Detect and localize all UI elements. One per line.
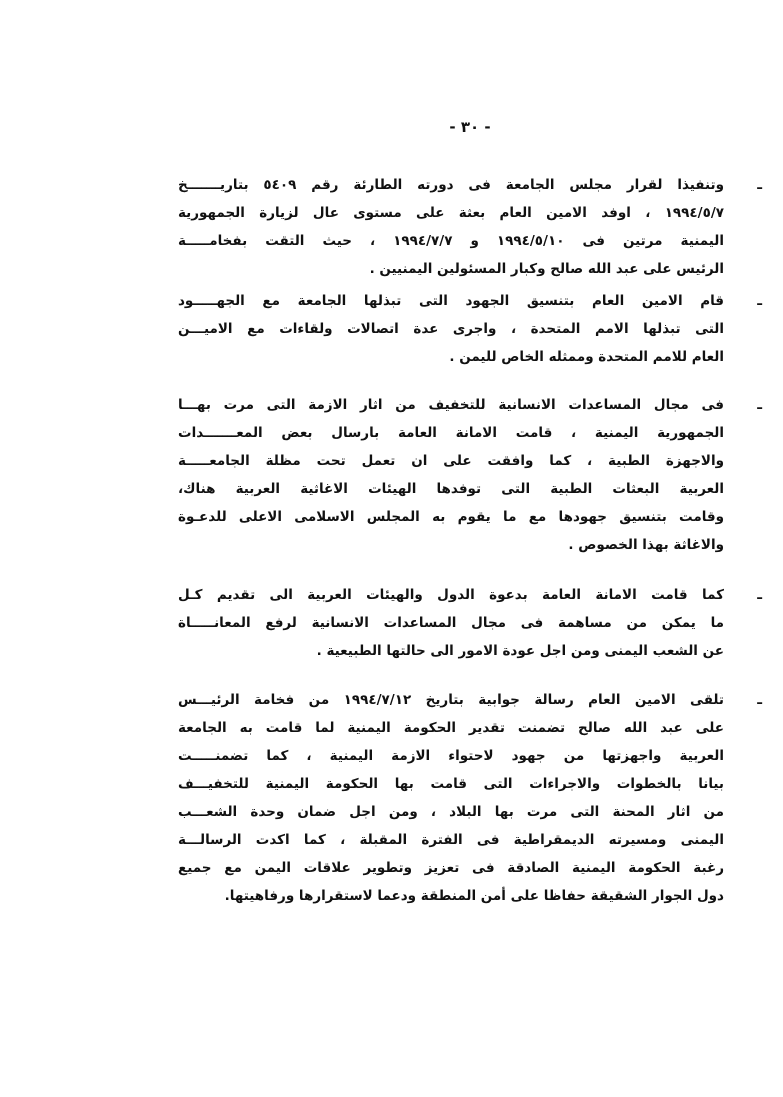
text-line: العربية البعثات الطبية التى توفدها الهيئات الاغاثية العربية هناك، xyxy=(178,481,724,497)
text-line: قام الامين العام بتنسيق الجهود التى تبذلها الجامعة مع الجهـــــود xyxy=(178,293,724,309)
text-line: من اثار المحنة التى مرت بها البلاد ، ومن اجل ضمان وحدة الشعـــب xyxy=(178,804,724,820)
text-line: اليمنية مرتين فى ١٩٩٤/٥/١٠ و ١٩٩٤/٧/٧ ، حيث التقت بفخامـــــة xyxy=(178,233,724,249)
text-line: ما يمكن من مساهمة فى مجال المساعدات الانسانية لرفع المعانـــــاة xyxy=(178,615,724,631)
bullet-dash: ـ xyxy=(757,692,762,708)
text-line: والاغاثة بهذا الخصوص . xyxy=(568,537,724,553)
text-line: بيانا بالخطوات والاجراءات التى قامت بها الحكومة اليمنية للتخفيـــف xyxy=(178,776,724,792)
text-line: العام للامم المتحدة وممثله الخاص لليمن . xyxy=(449,349,724,365)
text-line: التى تبذلها الامم المتحدة ، واجرى عدة اتصالات ولقاءات مع الاميـــن xyxy=(178,321,724,337)
paragraph xyxy=(178,686,762,910)
bullet-dash: ـ xyxy=(757,177,762,193)
text-line: كما قامت الامانة العامة بدعوة الدول والهيئات العربية الى تقديم كـل xyxy=(178,587,724,603)
paragraph xyxy=(178,581,762,665)
text-line: ١٩٩٤/٥/٧ ، اوفد الامين العام بعثة على مستوى عال لزيارة الجمهورية xyxy=(178,205,724,221)
paragraph xyxy=(178,287,762,371)
text-line: اليمنى ومسيرته الديمقراطية فى الفترة المقبلة ، كما اكدت الرسالـــة xyxy=(178,832,724,848)
text-line: العربية واجهزتها من جهود لاحتواء الازمة اليمنية ، كما تضمنـــــت xyxy=(178,748,724,764)
text-line: عن الشعب اليمنى ومن اجل عودة الامور الى حالتها الطبيعية . xyxy=(316,643,724,659)
text-line: وتنفيذا لقرار مجلس الجامعة فى دورته الطارئة رقم ٥٤٠٩ بتاريـــــــخ xyxy=(178,177,724,193)
text-line: رغبة الحكومة اليمنية الصادقة فى تعزيز وتطوير علاقات اليمن مع جميع xyxy=(178,860,724,876)
text-line: فى مجال المساعدات الانسانية للتخفيف من اثار الازمة التى مرت بهـــا xyxy=(178,397,724,413)
text-line: دول الجوار الشقيقة حفاظا على أمن المنطقة ودعما لاستقرارها ورفاهيتها. xyxy=(224,888,724,904)
text-line: الجمهورية اليمنية ، قامت الامانة العامة بارسال بعض المعـــــــدات xyxy=(178,425,724,441)
paragraph xyxy=(178,171,762,283)
text-line: على عبد الله صالح تضمنت تقدير الحكومة اليمنية لما قامت به الجامعة xyxy=(178,720,724,736)
bullet-dash: ـ xyxy=(757,397,762,413)
page-number: - ٣٠ - xyxy=(449,118,491,136)
text-line: تلقى الامين العام رسالة جوابية بتاريخ ١٩٩٤/٧/١٢ من فخامة الرئيـــس xyxy=(178,692,724,708)
text-line: وقامت بتنسيق جهودها مع ما يقوم به المجلس الاسلامى الاعلى للدعـوة xyxy=(178,509,724,525)
bullet-dash: ـ xyxy=(757,293,762,309)
bullet-dash: ـ xyxy=(757,587,762,603)
paragraph xyxy=(178,391,762,559)
text-line: الرئيس على عبد الله صالح وكبار المسئولين اليمنيين . xyxy=(369,261,724,277)
text-line: والاجهزة الطبية ، كما وافقت على ان تعمل تحت مظلة الجامعـــــة xyxy=(178,453,724,469)
